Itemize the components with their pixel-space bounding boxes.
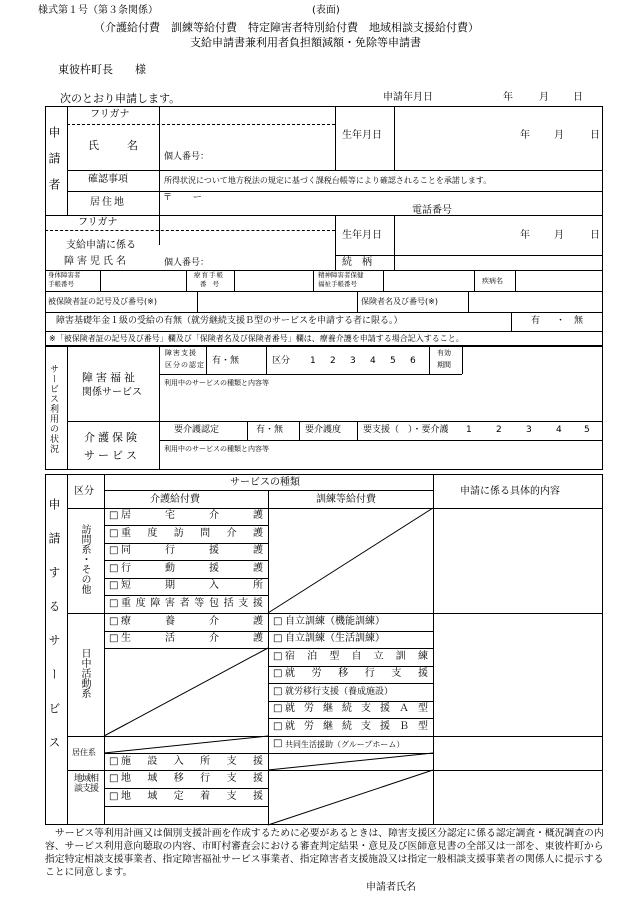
chiiki-item-1: 地 域 移 行 支 援 [121,773,263,784]
nicchu-kunren-item-1: 自立訓練（機能訓練） [285,616,385,627]
intro-text: 次のとおり申請します。 [60,92,181,105]
nicchu-kunren-item-6: 就 労 継 続 支 援 Ａ 型 [285,703,428,714]
care-level-1: 1 [466,425,472,435]
cat-kyoju-label: 居住系 [72,748,96,757]
nicchu-kunren-item-7: 就 労 継 続 支 援 Ｂ 型 [285,721,428,732]
houmon-item-5: 短 期 入 所 [121,580,263,591]
mental-handbook-label-1: 精神障害者保健 [318,271,364,279]
service-kubun-header: 区分 [74,486,94,497]
birth-day-label: 日 [590,130,600,141]
nicchu-kunren-box-3[interactable]: □ [273,651,283,662]
services-section-label: 申請するサービス [47,498,61,770]
houmon-box-1[interactable]: □ [109,510,119,521]
postal-mark: 〒 ー [163,193,202,203]
nicchu-kunren-box-7[interactable]: □ [273,721,283,732]
physical-handbook-label-1: 身体障害者 [48,271,81,279]
pension-yes: 有 [531,316,541,326]
nicchu-kunren-box-5[interactable]: □ [273,686,283,697]
ryoiku-handbook-label-1: 療育手帳 [194,271,224,279]
child-personal-number-label: 個人番号： [164,258,210,268]
application-date-label: 申請年月日 [383,92,433,103]
nicchu-kaigo-diagonal [104,648,268,736]
houmon-item-2: 重 度 訪 問 介 護 [121,528,263,539]
houmon-box-6[interactable]: □ [109,598,119,609]
kyoju-kaigo-box[interactable]: □ [109,756,119,767]
child-furigana-label: フリガナ [78,217,118,228]
care-level-5: 5 [584,425,590,435]
care-cert-yes-no: 有・無 [256,425,284,435]
pension-label: 障害基礎年金１級の受給の有無（就労継続支援Ｂ型のサービスを申請する者に限る。） [56,316,403,326]
personal-number-label: 個人番号： [164,152,210,162]
nicchu-kunren-item-2: 自立訓練（生活訓練） [285,633,385,644]
kyoju-kunren-diagonal [268,753,433,770]
insurance-note: ※「被保険者証の記号及び番号」欄及び「保険者名及び保険者番号」欄は、療養介護を申請する場合記入すること。 [49,334,464,343]
support-class-3: 3 [350,356,356,366]
nicchu-kunren-item-4: 就 労 移 行 支 援 [285,668,428,679]
phone-label: 電話番号 [412,205,452,216]
kyoju-kunren-item: 共同生活援助（グループホーム） [285,740,405,749]
child-birth-year-label: 年 [520,230,530,241]
cat-chiiki-label: 地域相談支援 [74,774,99,794]
physical-handbook-label-2: 手帳番号 [48,280,74,288]
houmon-box-2[interactable]: □ [109,528,119,539]
houmon-box-3[interactable]: □ [109,545,119,556]
child-birth-month-label: 月 [554,230,564,241]
name-label: 氏 名 [88,139,138,152]
welfare-label-2: 関係サービス [82,387,142,398]
nicchu-kunren-box-4[interactable]: □ [273,668,283,679]
support-class-5: 5 [390,356,396,366]
support-class-kubun: 区分 [272,356,291,366]
chiiki-item-2: 地 域 定 着 支 援 [121,791,263,802]
form-title-line2: 支給申請書兼利用者負担額減額・免除等申請書 [190,36,421,49]
disease-label: 疾病名 [482,277,503,285]
nicchu-kunren-item-3: 宿 泊 型 自 立 訓 練 [285,651,428,662]
confirm-text: 所得状況について地方税法の規定に基づく課税台帳等により確認されることを承諾します。 [164,176,492,185]
care-level-label: 要介護度 [305,425,342,435]
support-class-yes-no: 有・無 [212,356,240,366]
child-name-label-1: 支給申請に係る [66,240,136,251]
insured-number-label: 被保険者証の記号及び番号(※) [48,297,157,306]
form-id: 様式第１号（第３条関係） [38,5,158,16]
houmon-box-5[interactable]: □ [109,580,119,591]
houmon-item-6: 重 度 障 害 者 等 包 括 支 援 [121,598,263,609]
relation-label: 続柄 [342,257,382,268]
chiiki-box-1[interactable]: □ [109,773,119,784]
nicchu-kunren-box-6[interactable]: □ [273,703,283,714]
care-level-2: 2 [496,425,502,435]
kaigo-header: 介護給付費 [150,494,200,505]
pension-no: 無 [574,316,584,326]
houmon-item-3: 同 行 援 護 [121,545,263,556]
child-name-label-2: 障害児氏名 [64,256,129,267]
kunren-header: 訓練等給付費 [316,494,376,505]
support-class-2: 2 [330,356,336,366]
support-class-label-2: 区分の認定 [165,361,205,369]
nicchu-kaigo-item-1: 療 養 介 護 [121,616,263,627]
ryoiku-handbook-label-2: 番号 [200,280,225,288]
cat-nicchu-label: 日中活動系 [79,648,90,698]
date-day-label: 日 [573,92,583,103]
support-class-6: 6 [410,356,416,366]
care-insurance-label-1: 介護保険 [84,431,140,444]
valid-period-label-2: 期間 [437,361,451,369]
child-birth-day-label: 日 [590,230,600,241]
insurer-label: 保険者名及び番号(※) [361,297,438,306]
care-cert-label: 要介護認定 [174,425,220,435]
nicchu-kunren-box-1[interactable]: □ [273,616,283,627]
child-birthdate-label: 生年月日 [342,230,382,241]
detail-header: 申請に係る具体的内容 [460,486,560,497]
service-kinds-header: サービスの種類 [230,477,300,488]
welfare-label-1: 障害福祉 [82,371,138,384]
consent-text: サービス等利用計画又は個別支援計画を作成するために必要があるときは、障害支援区分認定に係る認定調査・概況調査の内容、サービス利用意向聴取の内容、市町村審査会における審査判定結果・意見及び医師意見書の全部又は一部を、東彼杵町から指定特定相談支援事業者、指定障害福祉サービス事業者、指定障害者支援施設又は指定一般相談支援事業者の関係人に提示することに同意します。 [45,828,604,878]
form-side: (表面) [312,5,340,16]
houmon-box-4[interactable]: □ [109,563,119,574]
date-year-label: 年 [503,92,513,103]
birth-year-label: 年 [520,130,530,141]
care-level-4: 4 [556,425,562,435]
support-class-label-1: 障害支援 [165,349,197,357]
houmon-item-4: 行 動 援 護 [121,563,263,574]
valid-period-label-1: 有効 [437,349,451,357]
furigana-label: フリガナ [90,109,130,120]
support-class-4: 4 [370,356,376,366]
nicchu-kunren-item-5: 就労移行支援（養成施設） [285,687,394,697]
welfare-in-use-label: 利用中のサービスの種類と内容等 [164,379,269,387]
applicant-section-label: 申請者 [47,126,61,204]
care-in-use-label: 利用中のサービスの種類と内容等 [164,445,269,453]
nicchu-kaigo-item-2: 生 活 介 護 [121,633,263,644]
care-support-label: 要支援（ ）・要介護 [363,425,449,435]
chiiki-kunren-diagonal [268,770,433,825]
birth-month-label: 月 [554,130,564,141]
kyoju-kaigo-item: 施 設 入 所 支 援 [121,756,263,767]
usage-section-label: サービス利用の状況 [48,364,58,454]
nicchu-kaigo-box-2[interactable]: □ [109,633,119,644]
nicchu-kaigo-box-1[interactable]: □ [109,616,119,627]
houmon-item-1: 居 宅 介 護 [121,510,263,521]
chiiki-box-2[interactable]: □ [109,791,119,802]
date-month-label: 月 [539,92,549,103]
pension-sep: ・ [556,316,566,326]
cat-houmon-label: 訪問系・その他 [79,524,90,594]
houmon-kunren-diagonal [268,508,433,613]
kyoju-kaigo-diagonal [104,736,268,753]
kyoju-kunren-box[interactable]: □ [273,738,283,749]
birthdate-label: 生年月日 [342,130,382,141]
signature-label: 申請者氏名 [366,882,416,893]
support-class-1: 1 [310,356,316,366]
form-title-line1: （介護給付費 訓練等給付費 特定障害者特別給付費 地域相談支援給付費） [94,21,479,34]
addressee: 東彼杵町長 様 [58,63,146,76]
confirm-label: 確認事項 [88,174,128,185]
address-label: 居住地 [90,197,126,208]
nicchu-kunren-box-2[interactable]: □ [273,633,283,644]
mental-handbook-label-2: 福祉手帳番号 [318,280,357,288]
care-insurance-label-2: サービス [84,449,140,462]
care-level-3: 3 [526,425,532,435]
